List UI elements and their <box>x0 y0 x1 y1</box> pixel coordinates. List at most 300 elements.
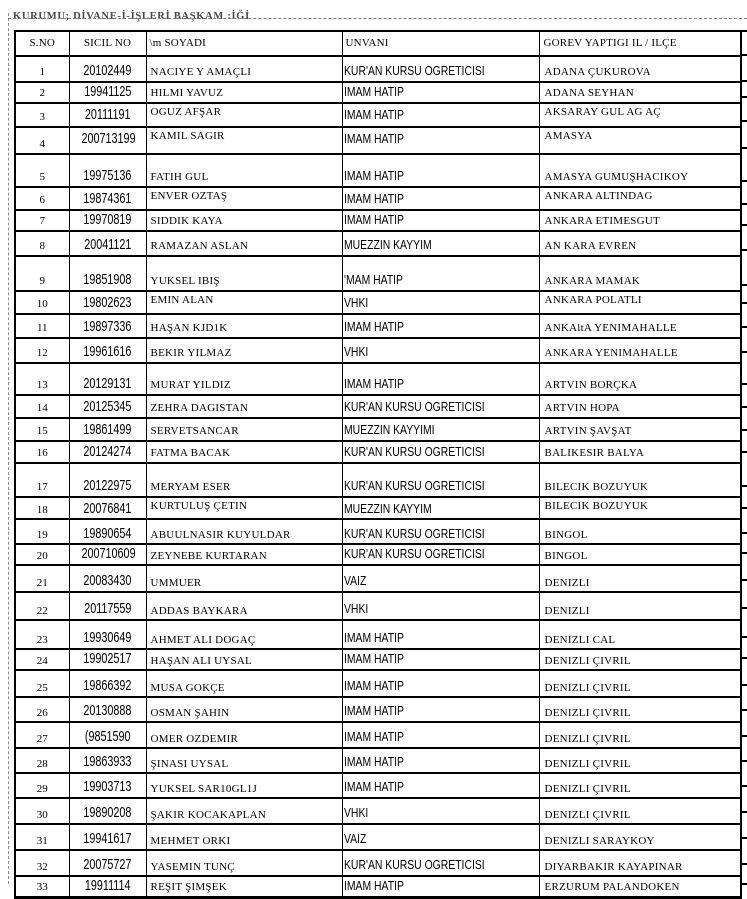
sicil-text: 19874361 <box>83 189 132 207</box>
table-cell-gorev: DENIZLI ÇIVRIL <box>539 697 741 722</box>
header-name: \m SOYADI <box>146 31 342 56</box>
table-cell-gorev: ANKAltA YENIMAHALLE <box>539 314 741 338</box>
sicil-text: 200713199 <box>81 129 136 147</box>
table-cell-sno: 27 <box>15 722 69 748</box>
table-cell-sicil <box>69 418 146 441</box>
table-cell-sicil <box>69 210 146 231</box>
table-cell-name: ZEHRA DAGISTAN <box>146 395 342 418</box>
table-cell-unvan <box>342 56 539 82</box>
table-cell-name: MERYAM ESER <box>146 463 342 497</box>
table-cell-name: FATMA BACAK <box>146 441 342 463</box>
row-rule-mark <box>740 552 747 554</box>
table-cell-sicil <box>69 103 146 127</box>
sicil-text: 19975136 <box>83 167 132 184</box>
table-cell-sno: 4 <box>15 127 69 154</box>
table-cell-gorev: BINGOL <box>539 544 741 565</box>
table-cell-unvan <box>342 127 539 154</box>
unvan-text: IMAM HATIP <box>343 703 404 719</box>
row-rule-mark <box>740 636 747 638</box>
table-row <box>15 363 741 395</box>
table-cell-name: HAŞAN KJD1K <box>146 314 342 338</box>
table-cell-sicil <box>69 187 146 210</box>
table-cell-name: MUSA GOKÇE <box>146 670 342 697</box>
table-cell-gorev: ANKARA POLATLI <box>539 291 741 314</box>
table-cell-gorev: DENIZLI ÇIVRIL <box>539 649 741 670</box>
table-cell-sno: 20 <box>15 544 69 565</box>
table-cell-sicil <box>69 338 146 363</box>
unvan-text: IMAM HATIP <box>343 375 404 391</box>
table-cell-gorev: BILECIK BOZUYUK <box>539 497 741 520</box>
table-cell-gorev: DENIZLI ÇIVRIL <box>539 670 741 697</box>
table-cell-gorev: AMASYA <box>539 127 741 154</box>
unvan-text: VHKI <box>343 294 368 310</box>
unvan-text: IMAM HATIP <box>343 630 404 646</box>
table-cell-unvan <box>342 620 539 649</box>
table-cell-sno: 18 <box>15 497 69 520</box>
unvan-text: 'MAM HATIP <box>343 272 403 287</box>
sicil-text: 19890208 <box>83 804 132 822</box>
row-rule-mark <box>740 735 747 737</box>
table-cell-sicil <box>69 722 146 748</box>
row-rule-mark <box>740 883 747 885</box>
table-cell-sno: 13 <box>15 363 69 395</box>
table-cell-sno: 26 <box>15 697 69 722</box>
table-cell-unvan <box>342 314 539 338</box>
row-rule-mark <box>740 811 747 813</box>
unvan-text: IMAM HATIP <box>343 779 404 795</box>
table-cell-unvan <box>342 565 539 592</box>
row-rule-mark <box>740 351 747 353</box>
unvan-text: VHKI <box>343 601 368 617</box>
sicil-text: 20122975 <box>83 476 132 494</box>
table-cell-gorev: AN KARA EVREN <box>539 231 741 256</box>
table-cell-name: ŞINASI UYSAL <box>146 748 342 773</box>
table-cell-sno: 6 <box>15 187 69 210</box>
table-cell-name: OGUZ AFŞAR <box>146 103 342 127</box>
sicil-text: 19802623 <box>83 293 132 311</box>
table-row <box>15 592 741 620</box>
table-cell-name: ŞAKIR KOCAKAPLAN <box>146 798 342 824</box>
table-row <box>15 798 741 824</box>
table-cell-name: YASEMIN TUNÇ <box>146 850 342 876</box>
sicil-text: 20130888 <box>83 702 132 720</box>
table-header <box>15 31 741 56</box>
table-cell-unvan <box>342 291 539 314</box>
table-cell-gorev: BALIKESIR BALYA <box>539 441 741 463</box>
table-row <box>15 773 741 798</box>
row-rule-mark <box>740 657 747 659</box>
sicil-text: 19903713 <box>83 778 132 796</box>
table-cell-gorev: ERZURUM PALANDOKEN <box>539 876 741 897</box>
sicil-text: 20102449 <box>83 62 132 80</box>
unvan-text: KUR'AN KURSU OGRETICISI <box>343 63 485 79</box>
row-rule-mark <box>740 760 747 762</box>
table-cell-sno: 21 <box>15 565 69 592</box>
table-cell-sno: 3 <box>15 103 69 127</box>
sicil-text: 19866392 <box>83 677 132 695</box>
unvan-text: VHKI <box>343 805 368 821</box>
table-cell-name: SIDDIK KAYA <box>146 210 342 231</box>
table-cell-sicil <box>69 231 146 256</box>
table-cell-sno: 25 <box>15 670 69 697</box>
header-unvan: UNVANI <box>342 31 539 56</box>
table-cell-sno: 2 <box>15 82 69 103</box>
table-cell-sno: 12 <box>15 338 69 363</box>
table-row <box>15 748 741 773</box>
row-rule-mark <box>740 507 747 509</box>
unvan-text: IMAM HATIP <box>343 651 404 667</box>
unvan-text: IMAM HATIP <box>343 190 404 206</box>
table-cell-gorev: DENIZLI ÇIVRIL <box>539 722 741 748</box>
table-row <box>15 620 741 649</box>
header-sicil: SICIL NO <box>69 31 146 56</box>
table-row <box>15 256 741 291</box>
unvan-text: MUEZZIN KAYYIM <box>343 237 432 252</box>
table-cell-sno: 19 <box>15 519 69 544</box>
table-cell-unvan <box>342 850 539 876</box>
table-row <box>15 519 741 544</box>
sicil-text: 19930649 <box>83 629 132 647</box>
table-cell-sno: 7 <box>15 210 69 231</box>
sicil-text: 19897336 <box>83 317 132 335</box>
sicil-text: 19941617 <box>83 830 132 848</box>
table-cell-sicil <box>69 82 146 103</box>
table-cell-unvan <box>342 544 539 565</box>
table-cell-sicil <box>69 256 146 291</box>
table-row <box>15 291 741 314</box>
table-cell-sno: 5 <box>15 154 69 187</box>
table-row <box>15 56 741 82</box>
unvan-text: IMAM HATIP <box>343 678 404 694</box>
table-cell-gorev: DENIZLI ÇIVRIL <box>539 748 741 773</box>
unvan-text: IMAM HATIP <box>343 84 404 99</box>
row-rule-mark <box>740 120 747 122</box>
table-cell-name: MURAT YILDIZ <box>146 363 342 395</box>
table-cell-sno: 14 <box>15 395 69 418</box>
unvan-text: VAIZ <box>343 573 366 589</box>
table-cell-name: EMIN ALAN <box>146 291 342 314</box>
table-cell-unvan <box>342 395 539 418</box>
table-cell-name: OMER OZDEMIR <box>146 722 342 748</box>
unvan-text: VHKI <box>343 343 368 359</box>
table-row <box>15 231 741 256</box>
row-rule-mark <box>740 684 747 686</box>
table-cell-sicil <box>69 314 146 338</box>
table-cell-name: MEHMET ORKI <box>146 824 342 850</box>
personnel-table <box>14 30 742 899</box>
table-cell-unvan <box>342 670 539 697</box>
table-row <box>15 722 741 748</box>
table-cell-sno: 30 <box>15 798 69 824</box>
table-cell-unvan <box>342 876 539 897</box>
table-cell-unvan <box>342 338 539 363</box>
row-rule-mark <box>740 579 747 581</box>
sicil-text: 19911114 <box>84 877 131 895</box>
table-cell-unvan <box>342 798 539 824</box>
header-row <box>15 31 741 56</box>
row-rule-mark <box>740 709 747 711</box>
sicil-text: 20111191 <box>84 105 131 123</box>
table-cell-sno: 28 <box>15 748 69 773</box>
table-cell-sicil <box>69 670 146 697</box>
table-cell-gorev: DENIZLI ÇIVRIL <box>539 773 741 798</box>
row-rule-mark <box>740 249 747 251</box>
table-cell-unvan <box>342 154 539 187</box>
table-cell-unvan <box>342 519 539 544</box>
table-cell-sicil <box>69 395 146 418</box>
unvan-text: KUR'AN KURSU OGRETICISI <box>343 525 485 541</box>
table-cell-name: HAŞAN ALI UYSAL <box>146 649 342 670</box>
table-row <box>15 395 741 418</box>
left-margin-dashed-line <box>8 13 9 884</box>
unvan-text: IMAM HATIP <box>343 754 404 770</box>
table-cell-sno: 23 <box>15 620 69 649</box>
unvan-text: IMAM HATIP <box>343 318 404 334</box>
row-rule-mark <box>740 429 747 431</box>
table-cell-unvan <box>342 497 539 520</box>
table-row <box>15 824 741 850</box>
row-rule-mark <box>740 383 747 385</box>
sicil-text: 20083430 <box>83 572 132 590</box>
table-row <box>15 314 741 338</box>
table-cell-sno: 32 <box>15 850 69 876</box>
sicil-text: 19941125 <box>83 83 132 100</box>
table-cell-name: KURTULUŞ ÇETIN <box>146 497 342 520</box>
table-cell-name: ZEYNEBE KURTARAN <box>146 544 342 565</box>
table-cell-unvan <box>342 748 539 773</box>
table-cell-name: ADDAS BAYKARA <box>146 592 342 620</box>
table-cell-gorev: AKSARAY GUL AG AÇ <box>539 103 741 127</box>
table-cell-name: NACIYE Y AMAÇLI <box>146 56 342 82</box>
row-rule-mark <box>740 96 747 98</box>
sicil-text: 19961616 <box>83 342 132 360</box>
table-row <box>15 210 741 231</box>
table-row <box>15 463 741 497</box>
top-margin-dashed-line <box>8 18 747 19</box>
table-cell-sno: 10 <box>15 291 69 314</box>
table-cell-gorev: ADANA SEYHAN <box>539 82 741 103</box>
unvan-text: IMAM HATIP <box>343 729 404 745</box>
table-body <box>15 56 741 897</box>
table-cell-sicil <box>69 876 146 897</box>
row-rule-mark <box>740 80 747 82</box>
table-cell-sicil <box>69 519 146 544</box>
table-row <box>15 850 741 876</box>
table-cell-unvan <box>342 592 539 620</box>
sicil-text: 20124274 <box>83 442 132 460</box>
table-cell-sicil <box>69 154 146 187</box>
table-cell-gorev: ANKARA YENIMAHALLE <box>539 338 741 363</box>
table-row <box>15 154 741 187</box>
table-row <box>15 441 741 463</box>
unvan-text: VAIZ <box>343 831 366 847</box>
table-cell-unvan <box>342 210 539 231</box>
table-row <box>15 697 741 722</box>
row-rule-mark <box>740 180 747 182</box>
table-cell-gorev: DENIZLI ÇIVRIL <box>539 798 741 824</box>
document-title: KURUMU; DİVANE-İ-İŞLERİ BAŞKAM :İĞİ <box>13 11 250 22</box>
sicil-text: 200710609 <box>81 545 136 563</box>
unvan-text: KUR'AN KURSU OGRETICISI <box>343 546 485 562</box>
unvan-text: MUEZZIN KAYYIM <box>343 500 432 516</box>
unvan-text: KUR'AN KURSU OGRETICISI <box>343 443 485 459</box>
table-row <box>15 544 741 565</box>
row-rule-mark <box>740 224 747 226</box>
table-cell-sno: 8 <box>15 231 69 256</box>
table-cell-name: HILMI YAVUZ <box>146 82 342 103</box>
sicil-text: 20117559 <box>83 600 132 618</box>
table-cell-unvan <box>342 463 539 497</box>
unvan-text: KUR'AN KURSU OGRETICISI <box>343 398 485 414</box>
table-cell-name: ABUULNASIR KUYULDAR <box>146 519 342 544</box>
sicil-text: 20041121 <box>83 236 132 253</box>
table-cell-name: SERVETSANCAR <box>146 418 342 441</box>
sicil-text: (9851590 <box>84 728 131 746</box>
row-rule-mark <box>740 485 747 487</box>
row-rule-mark <box>740 406 747 408</box>
right-edge-marks <box>740 30 747 884</box>
table-cell-sno: 22 <box>15 592 69 620</box>
unvan-text: IMAM HATIP <box>343 212 404 227</box>
table-cell-sno: 9 <box>15 256 69 291</box>
table-cell-gorev: ARTVIN HOPA <box>539 395 741 418</box>
table-cell-gorev: DENIZLI CAL <box>539 620 741 649</box>
table-cell-gorev: ADANA ÇUKUROVA <box>539 56 741 82</box>
row-rule-mark <box>740 837 747 839</box>
row-rule-mark <box>740 302 747 304</box>
table-cell-unvan <box>342 773 539 798</box>
sicil-text: 19851908 <box>83 271 132 288</box>
row-rule-mark <box>740 785 747 787</box>
table-cell-name: BEKIR YILMAZ <box>146 338 342 363</box>
table-cell-name: RAMAZAN ASLAN <box>146 231 342 256</box>
table-cell-sicil <box>69 363 146 395</box>
table-cell-unvan <box>342 824 539 850</box>
table-cell-gorev: BINGOL <box>539 519 741 544</box>
unvan-text: IMAM HATIP <box>343 106 404 122</box>
table-cell-gorev: DENIZLI <box>539 565 741 592</box>
unvan-text: IMAM HATIP <box>343 168 404 183</box>
table-cell-sicil <box>69 649 146 670</box>
table-cell-sicil <box>69 798 146 824</box>
table-cell-unvan <box>342 103 539 127</box>
table-row <box>15 649 741 670</box>
sicil-text: 19863933 <box>83 753 132 771</box>
table-row <box>15 103 741 127</box>
unvan-text: MUEZZIN KAYYIMI <box>343 421 435 437</box>
table-cell-unvan <box>342 649 539 670</box>
table-cell-unvan <box>342 722 539 748</box>
sicil-text: 20129131 <box>83 374 132 392</box>
table-cell-sicil <box>69 463 146 497</box>
table-cell-sicil <box>69 850 146 876</box>
table-cell-gorev: BILECIK BOZUYUK <box>539 463 741 497</box>
table-cell-sno: 17 <box>15 463 69 497</box>
table-cell-sno: 1 <box>15 56 69 82</box>
table-cell-name: YUKSEL IBIŞ <box>146 256 342 291</box>
table-cell-sicil <box>69 565 146 592</box>
unvan-text: IMAM HATIP <box>343 878 404 894</box>
table-cell-name: REŞIT ŞIMŞEK <box>146 876 342 897</box>
sicil-text: 20076841 <box>83 499 132 517</box>
table-cell-gorev: ARTVIN BORÇKA <box>539 363 741 395</box>
table-cell-name: OSMAN ŞAHIN <box>146 697 342 722</box>
unvan-text: KUR'AN KURSU OGRETICISI <box>343 477 485 493</box>
row-rule-mark <box>740 203 747 205</box>
table-cell-sicil <box>69 748 146 773</box>
table-cell-gorev: DENIZLI SARAYKOY <box>539 824 741 850</box>
table-cell-sno: 24 <box>15 649 69 670</box>
row-rule-mark <box>740 607 747 609</box>
table-cell-name: KAMIL SAGIR <box>146 127 342 154</box>
table-cell-sicil <box>69 824 146 850</box>
sicil-text: 19970819 <box>83 211 132 228</box>
table-cell-sicil <box>69 497 146 520</box>
header-sno: S.NO <box>15 31 69 56</box>
sicil-text: 20125345 <box>83 397 132 415</box>
sicil-text: 19902517 <box>83 650 132 668</box>
table-cell-unvan <box>342 231 539 256</box>
row-rule-mark <box>740 30 747 32</box>
unvan-text: IMAM HATIP <box>343 130 404 146</box>
table-row <box>15 670 741 697</box>
header-gorev: GOREV YAPTIGI IL / ILÇE <box>539 31 741 56</box>
row-rule-mark <box>740 532 747 534</box>
table-cell-name: FATIH GUL <box>146 154 342 187</box>
table-row <box>15 565 741 592</box>
table-row <box>15 418 741 441</box>
table-cell-sno: 15 <box>15 418 69 441</box>
table-cell-gorev: ANKARA ALTINDAG <box>539 187 741 210</box>
table-cell-gorev: ANKARA ETIMESGUT <box>539 210 741 231</box>
row-rule-mark <box>740 863 747 865</box>
table-cell-sicil <box>69 441 146 463</box>
table-row <box>15 82 741 103</box>
table-cell-sno: 16 <box>15 441 69 463</box>
table-cell-gorev: ANKARA MAMAK <box>539 256 741 291</box>
table-cell-gorev: AMASYA GUMUŞHACIKOY <box>539 154 741 187</box>
unvan-text: KUR'AN KURSU OGRETICISI <box>343 857 485 873</box>
table-cell-sicil <box>69 127 146 154</box>
table-cell-name: ENVER OZTAŞ <box>146 187 342 210</box>
table-cell-sno: 11 <box>15 314 69 338</box>
table-cell-sicil <box>69 56 146 82</box>
table-cell-sno: 33 <box>15 876 69 897</box>
table-cell-unvan <box>342 363 539 395</box>
row-rule-mark <box>740 451 747 453</box>
table-cell-sicil <box>69 291 146 314</box>
sicil-text: 19890654 <box>83 524 132 542</box>
table-row <box>15 497 741 520</box>
table-cell-sno: 29 <box>15 773 69 798</box>
table-cell-name: AHMET ALI DOGAÇ <box>146 620 342 649</box>
table-cell-unvan <box>342 441 539 463</box>
table-cell-unvan <box>342 187 539 210</box>
table-cell-unvan <box>342 256 539 291</box>
table-cell-name: YUKSEL SAR10GL1J <box>146 773 342 798</box>
table-cell-sicil <box>69 544 146 565</box>
table-row <box>15 876 741 897</box>
table-cell-sicil <box>69 773 146 798</box>
row-rule-mark <box>740 54 747 56</box>
table-cell-unvan <box>342 82 539 103</box>
table-row <box>15 127 741 154</box>
table-cell-sno: 31 <box>15 824 69 850</box>
table-cell-gorev: DIYARBAKIR KAYAPINAR <box>539 850 741 876</box>
row-rule-mark <box>740 147 747 149</box>
table-row <box>15 338 741 363</box>
table-cell-sicil <box>69 592 146 620</box>
